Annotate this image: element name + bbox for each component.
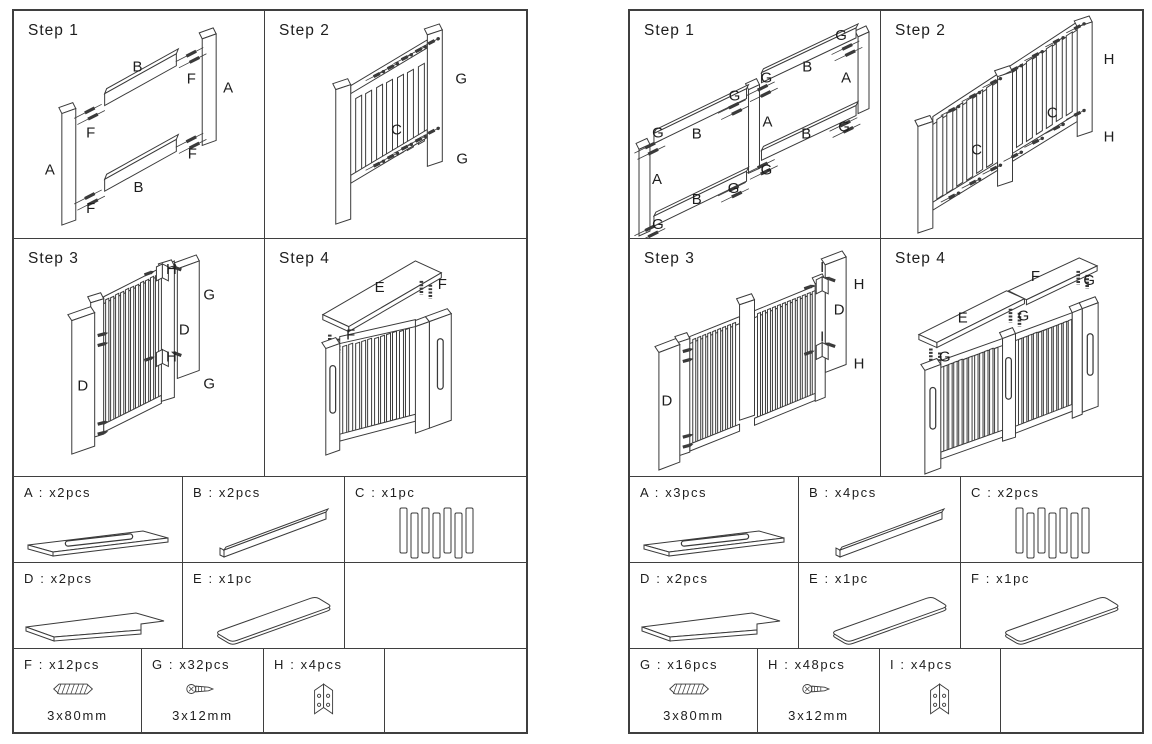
- callout-label: F: [346, 326, 356, 344]
- callout-label: G: [727, 180, 740, 198]
- parts-row-1: [14, 477, 526, 563]
- callout-label: H: [853, 355, 865, 373]
- callout-label: F: [186, 70, 196, 88]
- step-title: Step 2: [895, 22, 946, 39]
- part-e-drawing: [802, 589, 957, 647]
- part-c-drawing: [972, 503, 1132, 561]
- step-2-diagram: [881, 11, 1142, 238]
- step-2-panel: [881, 11, 1142, 239]
- parts-cell-a: [630, 477, 799, 562]
- hardware-cell-h: [758, 649, 880, 734]
- callout-label: G: [835, 26, 847, 44]
- long-screw-icon: [14, 680, 141, 703]
- hardware-cell-empty: [385, 649, 526, 734]
- part-b-drawing: [805, 505, 955, 561]
- part-label: E : x1pc: [193, 571, 253, 586]
- part-label: A : x2pcs: [24, 485, 92, 500]
- step-1-panel: [630, 11, 881, 239]
- part-b-drawing: [189, 505, 339, 561]
- callout-label: C: [971, 141, 983, 159]
- callout-label: F: [437, 275, 447, 293]
- callout-label: H: [1103, 50, 1115, 68]
- parts-cell-empty: [345, 563, 526, 648]
- callout-label: I: [820, 328, 825, 346]
- step-title: Step 4: [895, 250, 946, 267]
- screw-size-label: 3x12mm: [788, 708, 849, 723]
- callout-label: H: [1103, 128, 1115, 146]
- step-2-panel: [265, 11, 526, 239]
- hardware-row: [630, 649, 1142, 734]
- step-3-panel: [14, 239, 265, 477]
- parts-cell-a: [14, 477, 183, 562]
- part-d-drawing: [18, 591, 178, 647]
- step-title: Step 2: [279, 22, 330, 39]
- callout-label: G: [760, 161, 773, 179]
- hardware-label: F : x12pcs: [24, 657, 100, 672]
- step-1-panel: [14, 11, 265, 239]
- step-title: Step 1: [28, 22, 79, 39]
- callout-label: G: [652, 216, 664, 234]
- callout-label: F: [86, 124, 96, 142]
- hardware-cell-h: [264, 649, 385, 734]
- part-label: D : x2pcs: [640, 571, 709, 586]
- callout-label: G: [1083, 271, 1095, 289]
- hardware-label: H : x4pcs: [274, 657, 343, 672]
- parts-cell-d: [630, 563, 799, 648]
- hardware-cell-g: [142, 649, 264, 734]
- hardware-label: H : x48pcs: [768, 657, 846, 672]
- callout-label: G: [938, 348, 951, 366]
- callout-label: A: [841, 69, 852, 87]
- part-label: D : x2pcs: [24, 571, 93, 586]
- callout-label: I: [820, 258, 825, 276]
- callout-label: D: [833, 301, 845, 319]
- part-d-drawing: [634, 591, 794, 647]
- hardware-label: G : x32pcs: [152, 657, 231, 672]
- hardware-label: I : x4pcs: [890, 657, 953, 672]
- step-1-diagram: [14, 11, 264, 238]
- part-a-drawing: [18, 505, 178, 561]
- callout-label: G: [760, 69, 773, 87]
- part-label: C : x2pcs: [971, 485, 1040, 500]
- steps-grid: [630, 11, 1142, 477]
- hardware-cell-i: [880, 649, 1001, 734]
- callout-label: E: [957, 309, 968, 327]
- corner-bracket-icon: [880, 680, 1000, 722]
- parts-cell-d: [14, 563, 183, 648]
- callout-label: F: [1030, 267, 1040, 285]
- corner-bracket-icon: [264, 680, 384, 722]
- callout-label: D: [661, 392, 673, 410]
- parts-cell-b: [799, 477, 961, 562]
- step-title: Step 4: [279, 250, 330, 267]
- callout-label: A: [651, 171, 662, 189]
- short-screw-icon: [142, 680, 263, 703]
- parts-cell-f: [961, 563, 1142, 648]
- callout-label: A: [223, 79, 234, 97]
- parts-cell-e: [183, 563, 345, 648]
- step-title: Step 3: [644, 250, 695, 267]
- hardware-row: [14, 649, 526, 734]
- callout-label: C: [391, 121, 402, 139]
- hardware-label: G : x16pcs: [640, 657, 719, 672]
- callout-label: G: [203, 286, 216, 304]
- callout-label: B: [801, 125, 812, 143]
- long-screw-icon: [630, 680, 757, 703]
- callout-label: B: [691, 191, 702, 209]
- part-label: C : x1pc: [355, 485, 416, 500]
- parts-row-2: [630, 563, 1142, 649]
- part-label: B : x4pcs: [809, 485, 877, 500]
- parts-row-2: [14, 563, 526, 649]
- callout-label: H: [165, 260, 177, 278]
- callout-label: G: [652, 124, 664, 142]
- parts-row-1: [630, 477, 1142, 563]
- part-label: B : x2pcs: [193, 485, 261, 500]
- hardware-cell-empty: [1001, 649, 1142, 734]
- step-title: Step 1: [644, 22, 695, 39]
- step-4-panel: [265, 239, 526, 477]
- hardware-cell-f: [14, 649, 142, 734]
- callout-label: B: [132, 58, 143, 76]
- callout-label: G: [1017, 307, 1030, 325]
- callout-label: G: [728, 87, 741, 105]
- callout-label: B: [691, 125, 702, 143]
- parts-cell-c: [345, 477, 526, 562]
- screw-size-label: 3x80mm: [47, 708, 108, 723]
- instruction-sheet-left: [12, 9, 528, 734]
- part-c-drawing: [356, 503, 516, 561]
- callout-label: A: [44, 161, 55, 179]
- callout-label: C: [1046, 104, 1058, 122]
- callout-label: H: [853, 275, 865, 293]
- callout-label: D: [178, 321, 190, 339]
- hardware-cell-g: [630, 649, 758, 734]
- step-1-diagram: [630, 11, 880, 238]
- callout-label: G: [456, 150, 469, 168]
- callout-label: G: [203, 375, 216, 393]
- part-label: E : x1pc: [809, 571, 869, 586]
- parts-cell-e: [799, 563, 961, 648]
- short-screw-icon: [758, 680, 879, 703]
- step-3-panel: [630, 239, 881, 477]
- parts-cell-b: [183, 477, 345, 562]
- screw-size-label: 3x12mm: [172, 708, 233, 723]
- callout-label: A: [762, 113, 773, 131]
- step-2-diagram: [265, 11, 526, 238]
- step-4-diagram: [265, 239, 526, 476]
- callout-label: G: [838, 118, 850, 136]
- step-3-diagram: [14, 239, 264, 476]
- callout-label: F: [187, 145, 197, 163]
- step-4-diagram: [881, 239, 1142, 476]
- callout-label: G: [455, 70, 468, 88]
- step-4-panel: [881, 239, 1142, 477]
- part-label: F : x1pc: [971, 571, 1031, 586]
- callout-label: B: [133, 179, 144, 197]
- step-title: Step 3: [28, 250, 79, 267]
- parts-cell-c: [961, 477, 1142, 562]
- screw-size-label: 3x80mm: [663, 708, 724, 723]
- steps-grid: [14, 11, 526, 477]
- callout-label: D: [77, 377, 89, 395]
- part-label: A : x3pcs: [640, 485, 708, 500]
- callout-label: H: [165, 348, 177, 366]
- step-3-diagram: [630, 239, 880, 476]
- part-f-drawing: [974, 589, 1129, 647]
- callout-label: B: [802, 58, 813, 76]
- instruction-sheet-right: [628, 9, 1144, 734]
- part-e-drawing: [186, 589, 341, 647]
- callout-label: E: [374, 278, 385, 296]
- callout-label: F: [86, 200, 96, 218]
- part-a-drawing: [634, 505, 794, 561]
